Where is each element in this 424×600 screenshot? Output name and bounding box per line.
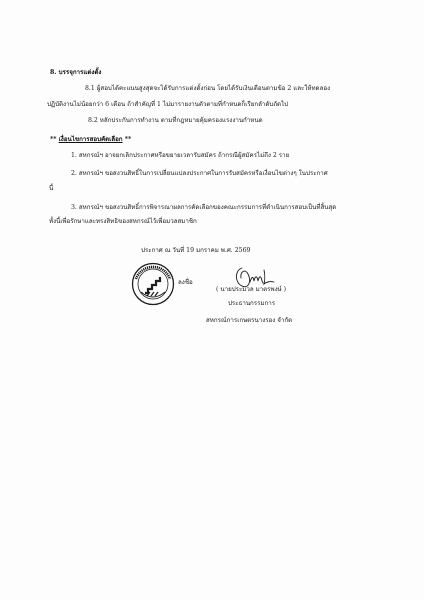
condition-item-1: 1. สหกรณ์ฯ อาจยกเลิกประกาศหรือขยายเวลารับสมัคร ถ้ากรณีผู้สมัครไม่ถึง 2 ราย	[71, 152, 290, 159]
signer-position: ประธานกรรมการ	[228, 300, 276, 307]
organization-name: สหกรณ์การเกษตรนางรอง จำกัด	[206, 317, 293, 324]
section-8-2: 8.2 หลักประกันการทำงาน ตามที่กฎหมายคุ้มครองแรงงานกำหนด	[88, 117, 263, 124]
condition-item-3-line2: ทั้งนี้เพื่อรักษาและทรงสิทธิของสหกรณ์ไว้เพื่อมวลสมาชิก	[49, 218, 197, 225]
condition-item-3-line1: 3. สหกรณ์ฯ ขอสงวนสิทธิ์การพิจารณาผลการคัดเลือกของคณะกรรมการที่ดำเนินการสอบเป็นที่สิ้นสุด	[71, 204, 337, 211]
announcement-date: ประกาศ ณ วันที่ 19 มกราคม พ.ศ. 2569	[141, 247, 251, 254]
conditions-heading	[50, 136, 131, 144]
signer-name: ( นายประมวล มาตรพงษ์ )	[216, 286, 287, 293]
cooperative-seal-icon	[131, 262, 175, 306]
conditions-heading-prefix: **	[50, 136, 59, 143]
condition-item-2-line1: 2. สหกรณ์ฯ ขอสงวนสิทธิ์ในการเปลี่ยนแปลงประกาศในการรับสมัครหรือเงื่อนไขต่างๆ ในประกาศ	[71, 170, 328, 177]
section-8-heading: 8. บรรจุการแต่งตั้ง	[50, 69, 102, 76]
signed-label: ลงชื่อ	[178, 279, 193, 286]
conditions-heading-suffix: **	[122, 136, 132, 143]
conditions-heading-text: เงื่อนไขการสอบคัดเลือก	[58, 136, 123, 143]
section-8-1-line1: 8.1 ผู้สอบได้คะแนนสูงสุดจะได้รับการแต่งตั้งก่อน โดยได้รับเงินเดือนตามข้อ 2 และให้ทดลอง	[85, 85, 331, 92]
condition-item-2-line2: นี้	[49, 185, 54, 192]
section-8-1-line2: ปฏิบัติงานไม่น้อยกว่า 6 เดือน ถ้าสำคัญที่ 1 ไม่มารายงานตัวตามที่กำหนดก็เรียกลำดับถัดไป	[47, 101, 289, 108]
